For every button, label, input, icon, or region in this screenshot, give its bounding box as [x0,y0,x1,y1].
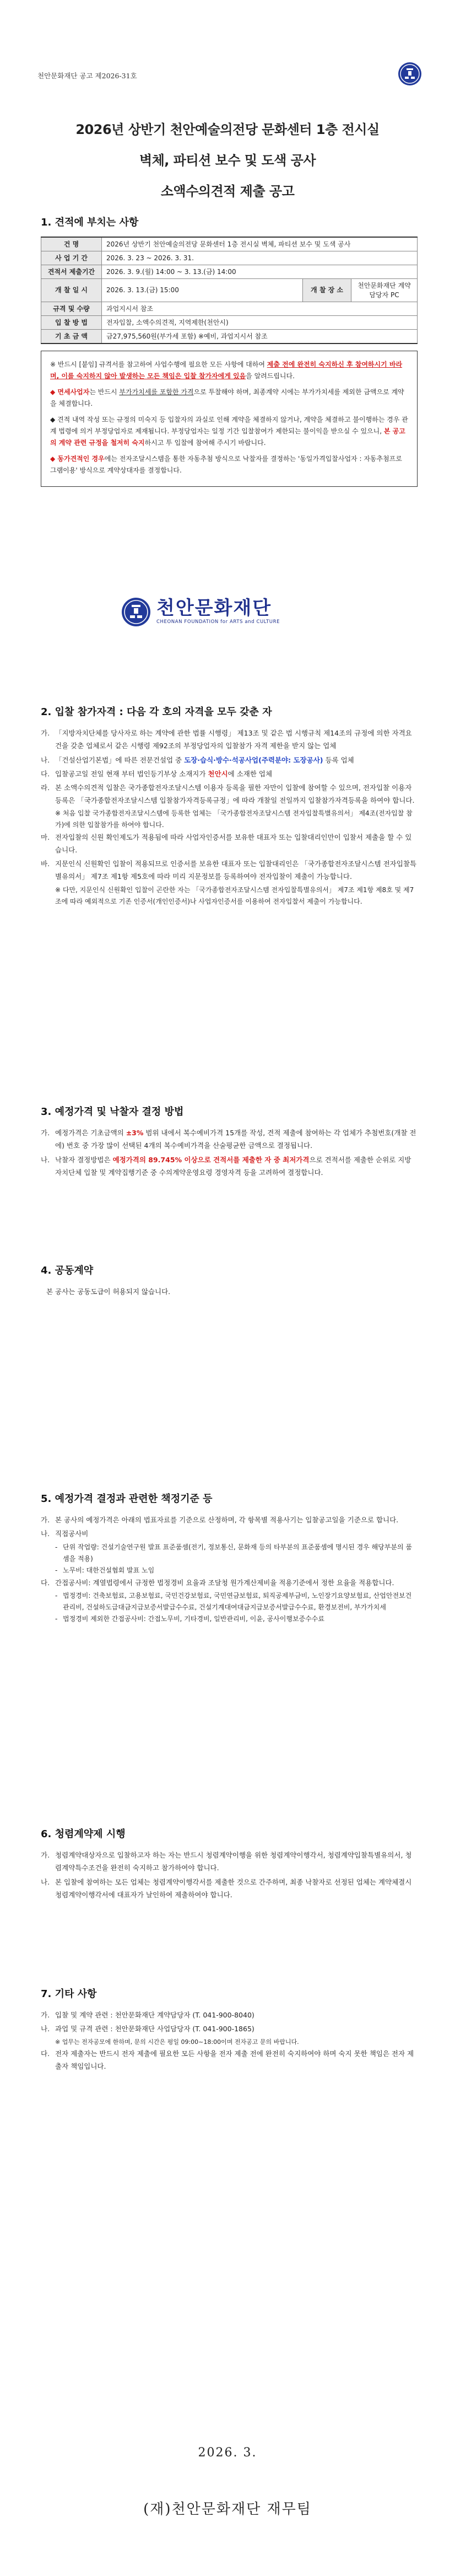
list-item: 나. 「건설산업기본법」에 따른 전문건설업 중 도장·습식·방수·석공사업(주력분야: 도장공사) 등록 업체 [41,755,354,764]
quote-info-table [41,237,418,345]
notice-box [41,351,418,487]
item-emphasis: 예정가격의 89.745% 이상으로 견적서를 제출한 자 중 최저가격 [112,1155,310,1164]
table-value: 금27,975,560원(부가세 포함) ※예비, 과업지시서 참조 [102,330,418,344]
title-line-3: 소액수의견적 제출 공고 [160,184,295,199]
table-label: 개 찰 일 시 [41,279,102,302]
list-item: 가. 예정가격은 기초금액의 ±3% 범위 내에서 복수예비가격 15개를 작성, 견적 제출에 참여하는 각 업체가 추첨번호(개찰 전에) 번호 중 가장 많이 선택된 4개의 복수예비가격을 산술평균한 금액으로 결정됩니다. [41,1129,416,1150]
item-text: 청렴계약대상자으로 입찰하고자 하는 자는 반드시 청렴계약이행을 위한 청렴계약이행각서, 청렴계약입찰특별유의서, 청렴계약특수조건을 완전히 숙지하고 참가하여야 합니다. [55,1851,412,1872]
section-text: 본 공사는 공동도급이 허용되지 않습니다. [46,1287,171,1296]
note-emphasis: ◆ 동가견적인 경우 [50,455,105,463]
item-text: 본 소액수의견적 입찰은 국가종합전자조달시스템 이용자 등록을 필한 자만이 입찰에 참여할 수 있으며, 전자입찰 이용자 등록은 「국가종합전자조달시스템 입찰참가자격등록규정」에 따라 개찰일 전일까지 입찰참가자격등록을 하여야 합니다. [55,783,415,804]
note-emphasis: 제출 전에 완전히 숙지하신 후 참여하시기 바라며, 이를 숙지하지 않아 발생하는 모든 책임은 입찰 참가자에게 있음 [50,361,403,380]
item-text: 노무비: 대한건설협회 발표 노임 [63,1566,155,1574]
section-heading: 4. 공동계약 [41,1265,94,1276]
section-pricing-criteria [41,1490,418,1625]
list-item: 가. 청렴계약대상자으로 입찰하고자 하는 자는 반드시 청렴계약이행을 위한 청렴계약이행각서, 청렴계약입찰특별유의서, 청렴계약특수조건을 완전히 숙지하고 참가하여야 합니다. [41,1849,418,1874]
list-item: 다. 전자 제출자는 반드시 전자 제출에 필요한 모든 사항을 전자 제출 전에 완전히 숙지하여야 하며 숙지 못한 책임은 전자 제출자 책임입니다. [41,2047,418,2073]
item-text: 범위 내에서 복수예비가격 15개를 작성, 견적 제출에 참여하는 각 업체가 추첨번호(개찰 전에) 번호 중 가장 많이 선택된 4개의 복수예비가격을 산술평균한 금액으로 결정됩니다. [55,1129,416,1150]
note-text: 에는 전자조달시스템을 통한 자동추첨 방식으로 낙찰자를 결정하는 '동일가격입찰사업자 : 자동추첨프로그램이용' 방식으로 계약상대자를 결정합니다. [50,455,402,475]
table-label: 개 찰 장 소 [303,279,351,302]
section-quote-items [41,215,418,487]
issuing-organization: (재)천안문화재단 재무팀 [143,2501,312,2518]
list-item: 나. 과업 및 규격 관련 : 천안문화재단 사업담당자 (T. 041-900-1865) [41,2022,418,2035]
sub-item: - 단위 작업량: 건설기술연구원 발표 표준품셈(전기, 정보통신, 문화재 등의 타부분의 표준품셈에 명시된 경우 해당부분의 품셈을 적용) [55,1542,418,1565]
notice-number: 천안문화재단 공고 제2026-31호 [37,72,137,80]
item-note: ※ 다만, 지문인식 신원확인 입찰이 곤란한 자는 「국가종합전자조달시스템 전자입찰특별유의서」 제7조 제1항 제8호 및 제7조에 따라 예외적으로 기존 인증서(개인인증서)나 사업자인증서를 이용하여 전자입찰서 제출이 가능합니다. [55,886,414,905]
section-heading: 7. 기타 사항 [41,1988,97,2000]
item-text: 직접공사비 [55,1530,89,1538]
item-text: 법정경비 제외한 간접공사비: 간접노무비, 기타경비, 일반관리비, 이윤, 공사이행보증수수료 [63,1614,324,1623]
item-text: 입찰 및 계약 관련 : 천안문화재단 계약담당자 (T. 041-900-8040) [55,2011,254,2020]
note-1 [50,359,408,382]
list-item: 가. 본 공사의 예정가격은 아래의 법표자료를 기준으로 산정하며, 각 항목별 적용사기는 입찰공고일을 기준으로 합니다. [41,1514,418,1526]
item-text: 본 공사의 예정가격은 아래의 법표자료를 기준으로 산정하며, 각 항목별 적용사기는 입찰공고일을 기준으로 합니다. [55,1516,399,1525]
item-text: 전자 제출자는 반드시 전자 제출에 필요한 모든 사항을 전자 제출 전에 완전히 숙지하여야 하며 숙지 못한 책임은 전자 제출자 책임입니다. [55,2049,414,2070]
section-heading: 6. 청렴계약제 시행 [41,1828,126,1840]
note-4 [50,453,408,476]
note-text: ※ 반드시 [붙임] 규격서를 참고하여 사업수행에 필요한 모든 사항에 대하여 [50,361,267,369]
notice-title [37,120,418,201]
item-text: 과업 및 규격 관련 : 천안문화재단 사업담당자 (T. 041-900-1865) [55,2025,254,2033]
list-item: 바. 지문인식 신원확인 입찰이 적용되므로 인증서를 보유한 대표자 또는 입찰대리인은 「국가종합전자조달시스템 전자입찰특별유의서」 제7조 제1항 제5호에 따라 미리 지문정보를 등록하여야 전자입찰이 제출이 가능합니다. [41,857,418,883]
item-text: 등록 업체 [323,755,354,764]
list-item: 나. 본 입찰에 참여하는 모든 업체는 청렴계약이행각서를 제출한 것으로 간주하며, 최종 낙찰자로 선정된 업체는 계약체결시 청렴계약이행각서에 대표자가 날인하여 제출하여야 합니다. [41,1876,418,1901]
item-text: 에 소재한 업체 [228,769,273,778]
note-emphasis: 본 공고의 계약 관련 규정을 철저히 숙지 [50,427,405,447]
foundation-emblem-icon [398,62,422,86]
item-emphasis: 도장·습식·방수·석공사업(주력분야: 도장공사) [184,755,323,764]
item-text: 「지방자치단체를 당사자로 하는 계약에 관한 법률 시행령」 제13조 및 같은 법 시행규칙 제14조의 규정에 의한 자격요건을 갖춘 업체로서 같은 시행령 제92조의 부정당업자의 입찰참가 자격 제한을 받지 않는 업체 [55,729,412,750]
table-value: 2026. 3. 9.(월) 14:00 ~ 3. 13.(금) 14:00 [102,265,418,279]
item-note: ※ 처음 입찰 국가종합전자조달시스템에 등록한 업체는 「국가종합전자조달시스템 전자입찰특별유의서」 제4조(전자입찰 참가)에 의한 입찰참가를 하여야 합니다. [55,809,413,829]
sub-list [41,1542,418,1576]
table-value: 천안문화재단 계약담당자 PC [351,279,418,302]
list-item: 다. 입찰공고일 전일 현재 부터 법인등기부상 소재지가 천안시에 소재한 업체 [41,769,273,778]
title-line-2: 벽체, 파티션 보수 및 도색 공사 [139,153,316,168]
item-text: 「건설산업기본법」에 따른 전문건설업 중 [55,755,185,764]
note-3 [50,414,408,449]
foundation-logo-icon [121,597,151,627]
section-heading: 3. 예정가격 및 낙찰자 결정 방법 [41,1106,184,1118]
section-eligibility [41,703,418,908]
note-text: 는 반드시 [89,388,120,396]
section-other [41,1985,418,2074]
table-value: 2026. 3. 13.(금) 15:00 [102,279,303,302]
item-text: 예정가격은 기초금액의 [55,1129,126,1137]
table-value: 과업지시서 참조 [102,302,418,315]
note-text: ◆ 견적 내역 작성 또는 규정의 미숙지 등 입찰자의 과실로 인해 계약을 체결하지 않거나, 계약을 체결하고 불이행하는 경우 관계 법령에 의거 부정당업자로 제재됩니다. 부정당업자는 일정 기간 입찰참여가 제한되는 불이익을 받으실 수 있으니, [50,416,408,436]
item-text: 입찰공고일 전일 현재 부터 법인등기부상 소재지가 [55,769,208,778]
note-text: 으로 투찰해야 하며, 최종계약 시에는 부가가치세를 제외한 금액으로 계약을 체결합니다. [50,388,404,408]
section-integrity-contract [41,1825,418,1902]
note-underline: 부가가치세를 포함한 가격 [119,388,194,396]
section-joint-contract [41,1262,418,1298]
item-emphasis: 천안시 [208,769,228,778]
item-text: 간접공사비: 계열법령에서 규정한 법정경비 요율과 조달청 원가계산제비율 적용기준에서 정한 요율을 적용합니다. [55,1578,394,1587]
table-label: 건 명 [41,237,102,251]
section-heading: 5. 예정가격 결정과 관련한 책정기준 등 [41,1493,213,1505]
list-item: 가. 입찰 및 계약 관련 : 천안문화재단 계약담당자 (T. 041-900-8040) [41,2009,418,2021]
table-value: 전자입찰, 소액수의견적, 지역제한(천안시) [102,315,418,329]
item-text: 으로 견적서를 제출한 순위로 지방자치단체 입찰 및 계약집행기준 중 수의계약운영요령 경영자격 등을 고려하여 결정합니다. [55,1155,411,1177]
section-heading: 1. 견적에 부치는 사항 [41,217,139,228]
notice-date: 2026. 3. [198,2446,257,2460]
note-text: 을 알려드립니다. [246,372,295,380]
foundation-logo [121,593,334,631]
sub-list [41,1590,418,1625]
list-item: 나. 낙찰자 결정방법은 예정가격의 89.745% 이상으로 견적서를 제출한 자 중 최저가격으로 견적서를 제출한 순위로 지방자치단체 입찰 및 계약집행기준 중 수의계약운영요령 경영자격 등을 고려하여 결정합니다. [41,1155,411,1177]
list-item: 가. 「지방자치단체를 당사자로 하는 계약에 관한 법률 시행령」 제13조 및 같은 법 시행규칙 제14조의 규정에 의한 자격요건을 갖춘 업체로서 같은 시행령 제92조의 부정당업자의 입찰참가 자격 제한을 받지 않는 업체 [41,727,418,752]
item-text: 단위 작업량: 건설기술연구원 발표 표준품셈(전기, 정보통신, 문화재 등의 타부분의 표준품셈에 명시된 경우 해당부분의 품셈을 적용) [63,1543,412,1563]
table-label: 기 초 금 액 [41,330,102,344]
table-value: 2026년 상반기 천안예술의전당 문화센터 1층 전시실 벽체, 파티션 보수 및 도색 공사 [102,237,418,251]
table-value: 2026. 3. 23 ~ 2026. 3. 31. [102,251,418,265]
item-emphasis: ±3% [126,1129,144,1137]
item-note: ※ 업무는 전자공모에 한하며, 문의 시간은 평일 09:00~18:00이며 전자공고 문의 바랍니다. [55,2038,299,2046]
list-item: 마. 전자입찰의 신원 확인제도가 적용됨에 따라 사업자인증서를 보유한 대표자 또는 입찰대리인만이 입찰서 제출을 할 수 있습니다. [41,831,418,856]
item-text: 전자입찰의 신원 확인제도가 적용됨에 따라 사업자인증서를 보유한 대표자 또는 입찰대리인만이 입찰서 제출을 할 수 있습니다. [55,833,412,855]
org-name-english: CHEONAN FOUNDATION for ARTS and CULTURE [156,619,280,625]
section-price-method [41,1103,418,1180]
list-item: 나. 직접공사비 [41,1527,418,1540]
list-item: 라. 본 소액수의견적 입찰은 국가종합전자조달시스템 이용자 등록을 필한 자만이 입찰에 참여할 수 있으며, 전자입찰 이용자 등록은 「국가종합전자조달시스템 입찰참가자격등록규정」에 따라 개찰일 전일까지 입찰참가자격등록을 하여야 합니다. [41,781,418,807]
section-heading: 2. 입찰 참가자격 : 다음 각 호의 자격을 모두 갖춘 자 [41,706,272,718]
list-item: 다. 간접공사비: 계열법령에서 규정한 법정경비 요율과 조달청 원가계산제비율 적용기준에서 정한 요율을 적용합니다. [41,1576,418,1589]
title-line-1: 2026년 상반기 천안예술의전당 문화센터 1층 전시실 [75,122,380,137]
org-name-korean: 천안문화재단 [156,597,272,620]
table-label: 규격 및 수량 [41,302,102,315]
item-text: 법정경비: 건축보험료, 고용보험료, 국민건강보험료, 국민연금보험료, 퇴직공제부금비, 노인장기요양보험료, 산업안전보건관리비, 건설하도급대금지급보증서발급수수료, 건설기계대여대금지급보증서발급수수료, 환경보전비, 부가가치세 [63,1591,412,1611]
item-text: 지문인식 신원확인 입찰이 적용되므로 인증서를 보유한 대표자 또는 입찰대리인은 「국가종합전자조달시스템 전자입찰특별유의서」 제7조 제1항 제5호에 따라 미리 지문정보를 등록하여야 전자입찰이 제출이 가능합니다. [55,860,416,881]
table-label: 견적서 제출기간 [41,265,102,279]
table-label: 입 찰 방 법 [41,315,102,329]
item-text: 낙찰자 결정방법은 [55,1155,113,1164]
sub-item: - 법정경비 제외한 간접공사비: 간접노무비, 기타경비, 일반관리비, 이윤, 공사이행보증수수료 [55,1613,418,1625]
item-text: 본 입찰에 참여하는 모든 업체는 청렴계약이행각서를 제출한 것으로 간주하며, 최종 낙찰자로 선정된 업체는 계약체결시 청렴계약이행각서에 대표자가 날인하여 제출하여야 합니다. [55,1877,412,1899]
note-emphasis: ◆ 면세사업자 [50,388,90,396]
sub-item: - 노무비: 대한건설협회 발표 노임 [55,1565,418,1576]
sub-item: - 법정경비: 건축보험료, 고용보험료, 국민건강보험료, 국민연금보험료, 퇴직공제부금비, 노인장기요양보험료, 산업안전보건관리비, 건설하도급대금지급보증서발급수수료, 건설기계대여대금지급보증서발급수수료, 환경보전비, 부가가치세 [55,1590,418,1613]
note-2 [50,387,408,410]
note-text: 하시고 투 입찰에 참여해 주시기 바랍니다. [144,439,266,447]
table-label: 사 업 기 간 [41,251,102,265]
